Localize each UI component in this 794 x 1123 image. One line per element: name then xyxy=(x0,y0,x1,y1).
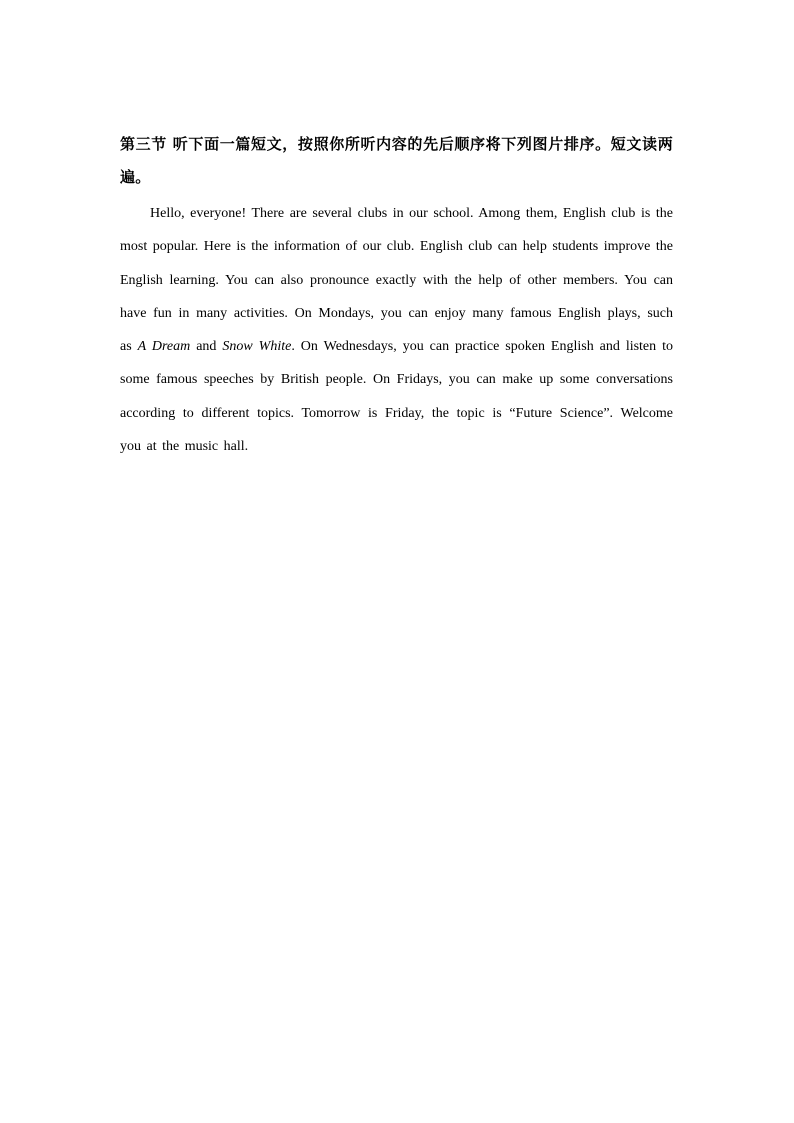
passage-text-part2: and xyxy=(190,339,223,355)
passage-text-part3: . On Wednesdays, you can practice spoken English and listen to some famous speeches by British people. On Fridays, you can make up some conversations according to different topics. Tomorrow is Friday, the topic is “Future Science”. Welcome you at the music hall. xyxy=(120,339,673,455)
listening-passage xyxy=(120,197,673,463)
play-title-snow-white: Snow White xyxy=(222,339,292,355)
play-title-a-dream: A Dream xyxy=(137,339,191,355)
passage-text-part1: Hello, everyone! There are several clubs in our school. Among them, English club is the most popular. Here is the information of our club. English club can help students improve the English learning. You can also pronounce exactly with the help of other members. You can have fun in many activities. On Mondays, you can enjoy many famous English plays, such as xyxy=(120,206,673,355)
section-heading: 第三节 听下面一篇短文，按照你所听内容的先后顺序将下列图片排序。短文读两遍。 xyxy=(120,135,673,186)
document-content xyxy=(120,128,673,463)
